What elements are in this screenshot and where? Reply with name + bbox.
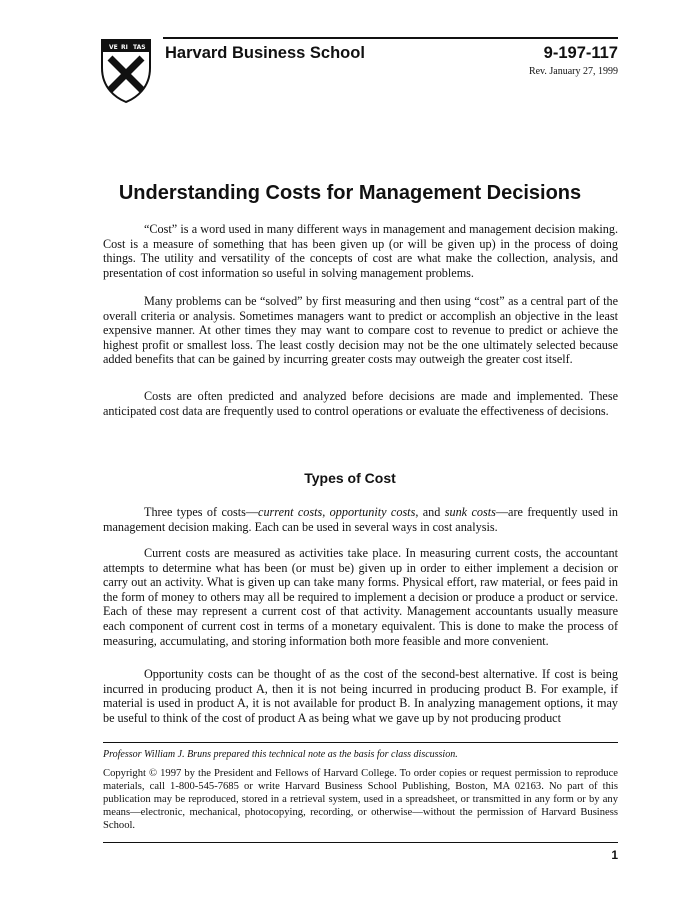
header-rule — [163, 37, 618, 39]
svg-text:RI: RI — [121, 44, 128, 51]
document-number: 9-197-117 — [543, 44, 618, 62]
svg-text:VE: VE — [109, 44, 118, 51]
document-title: Understanding Costs for Management Decisions — [118, 182, 582, 204]
footer-rule — [103, 842, 618, 843]
footnote-rule — [103, 742, 618, 743]
paragraph-intro-1: “Cost” is a word used in many different ways in management and management decision making. Cost is a measure of something that has been given up (or will be given up) in the process of doing things. The utility and versatility of the concepts of cost are what make the collection, analysis, and presentation of cost information so useful in solving management problems. — [103, 222, 618, 280]
page-number: 1 — [611, 848, 618, 862]
paragraph-intro-2: Many problems can be “solved” by first measuring and then using “cost” as a central part of the overall criteria or analysis. Sometimes managers want to predict or accomplish an objective in the least expensive manner. At other times they may want to compare cost to revenue to predict or achieve the highest profit or smallest loss. The least costly decision may not be the one ultimately selected because added benefits that can be gained by incurring greater costs may outweigh the greater cost itself. — [103, 294, 618, 367]
revision-date: Rev. January 27, 1999 — [528, 66, 618, 77]
paragraph-intro-3: Costs are often predicted and analyzed before decisions are made and implemented. These anticipated cost data are frequently used to control operations or evaluate the effectiveness of decisions. — [103, 389, 618, 418]
paragraph-current-costs: Current costs are measured as activities take place. In measuring current costs, the accountant attempts to determine what has been (or must be) given up in order to either implement a decision or carry out an activity. What is given up can take many forms. Physical effort, raw material, or fees paid in the form of money to others may all be required to implement a decision or produce a product or service. Each of these may represent a current cost of that activity. Management accountants usually measure each component of current cost in terms of a monetary equivalent. This is done to make the process of measuring, accumulating, and storing information both more feasible and more convenient. — [103, 546, 618, 648]
svg-text:TAS: TAS — [133, 44, 146, 51]
paragraph-opportunity-costs: Opportunity costs can be thought of as the cost of the second-best alternative. If cost is being incurred in producing product A, then it is not being incurred in producing product B. For example, if material is used in product A, it is not available for product B. In analyzing management options, it may be useful to think of the cost of product A as being what we gave up by not producing product — [103, 667, 618, 725]
author-note: Professor William J. Bruns prepared this technical note as the basis for class discussion. — [103, 749, 458, 760]
section-heading: Types of Cost — [304, 470, 396, 486]
hbs-shield-logo — [100, 38, 152, 104]
paragraph-types-intro: Three types of costs—current costs, opportunity costs, and sunk costs—are frequently used in management decision making. Each can be used in several ways in cost analysis. — [103, 505, 618, 534]
school-name: Harvard Business School — [165, 44, 365, 62]
copyright-notice: Copyright © 1997 by the President and Fellows of Harvard College. To order copies or request permission to reproduce materials, call 1-800-545-7685 or write Harvard Business School Publishing, Boston, MA 02163. No part of this publication may be reproduced, stored in a retrieval system, used in a spreadsheet, or transmitted in any form or by any means—electronic, mechanical, photocopying, recording, or otherwise—without the permission of Harvard Business School. — [103, 768, 618, 831]
